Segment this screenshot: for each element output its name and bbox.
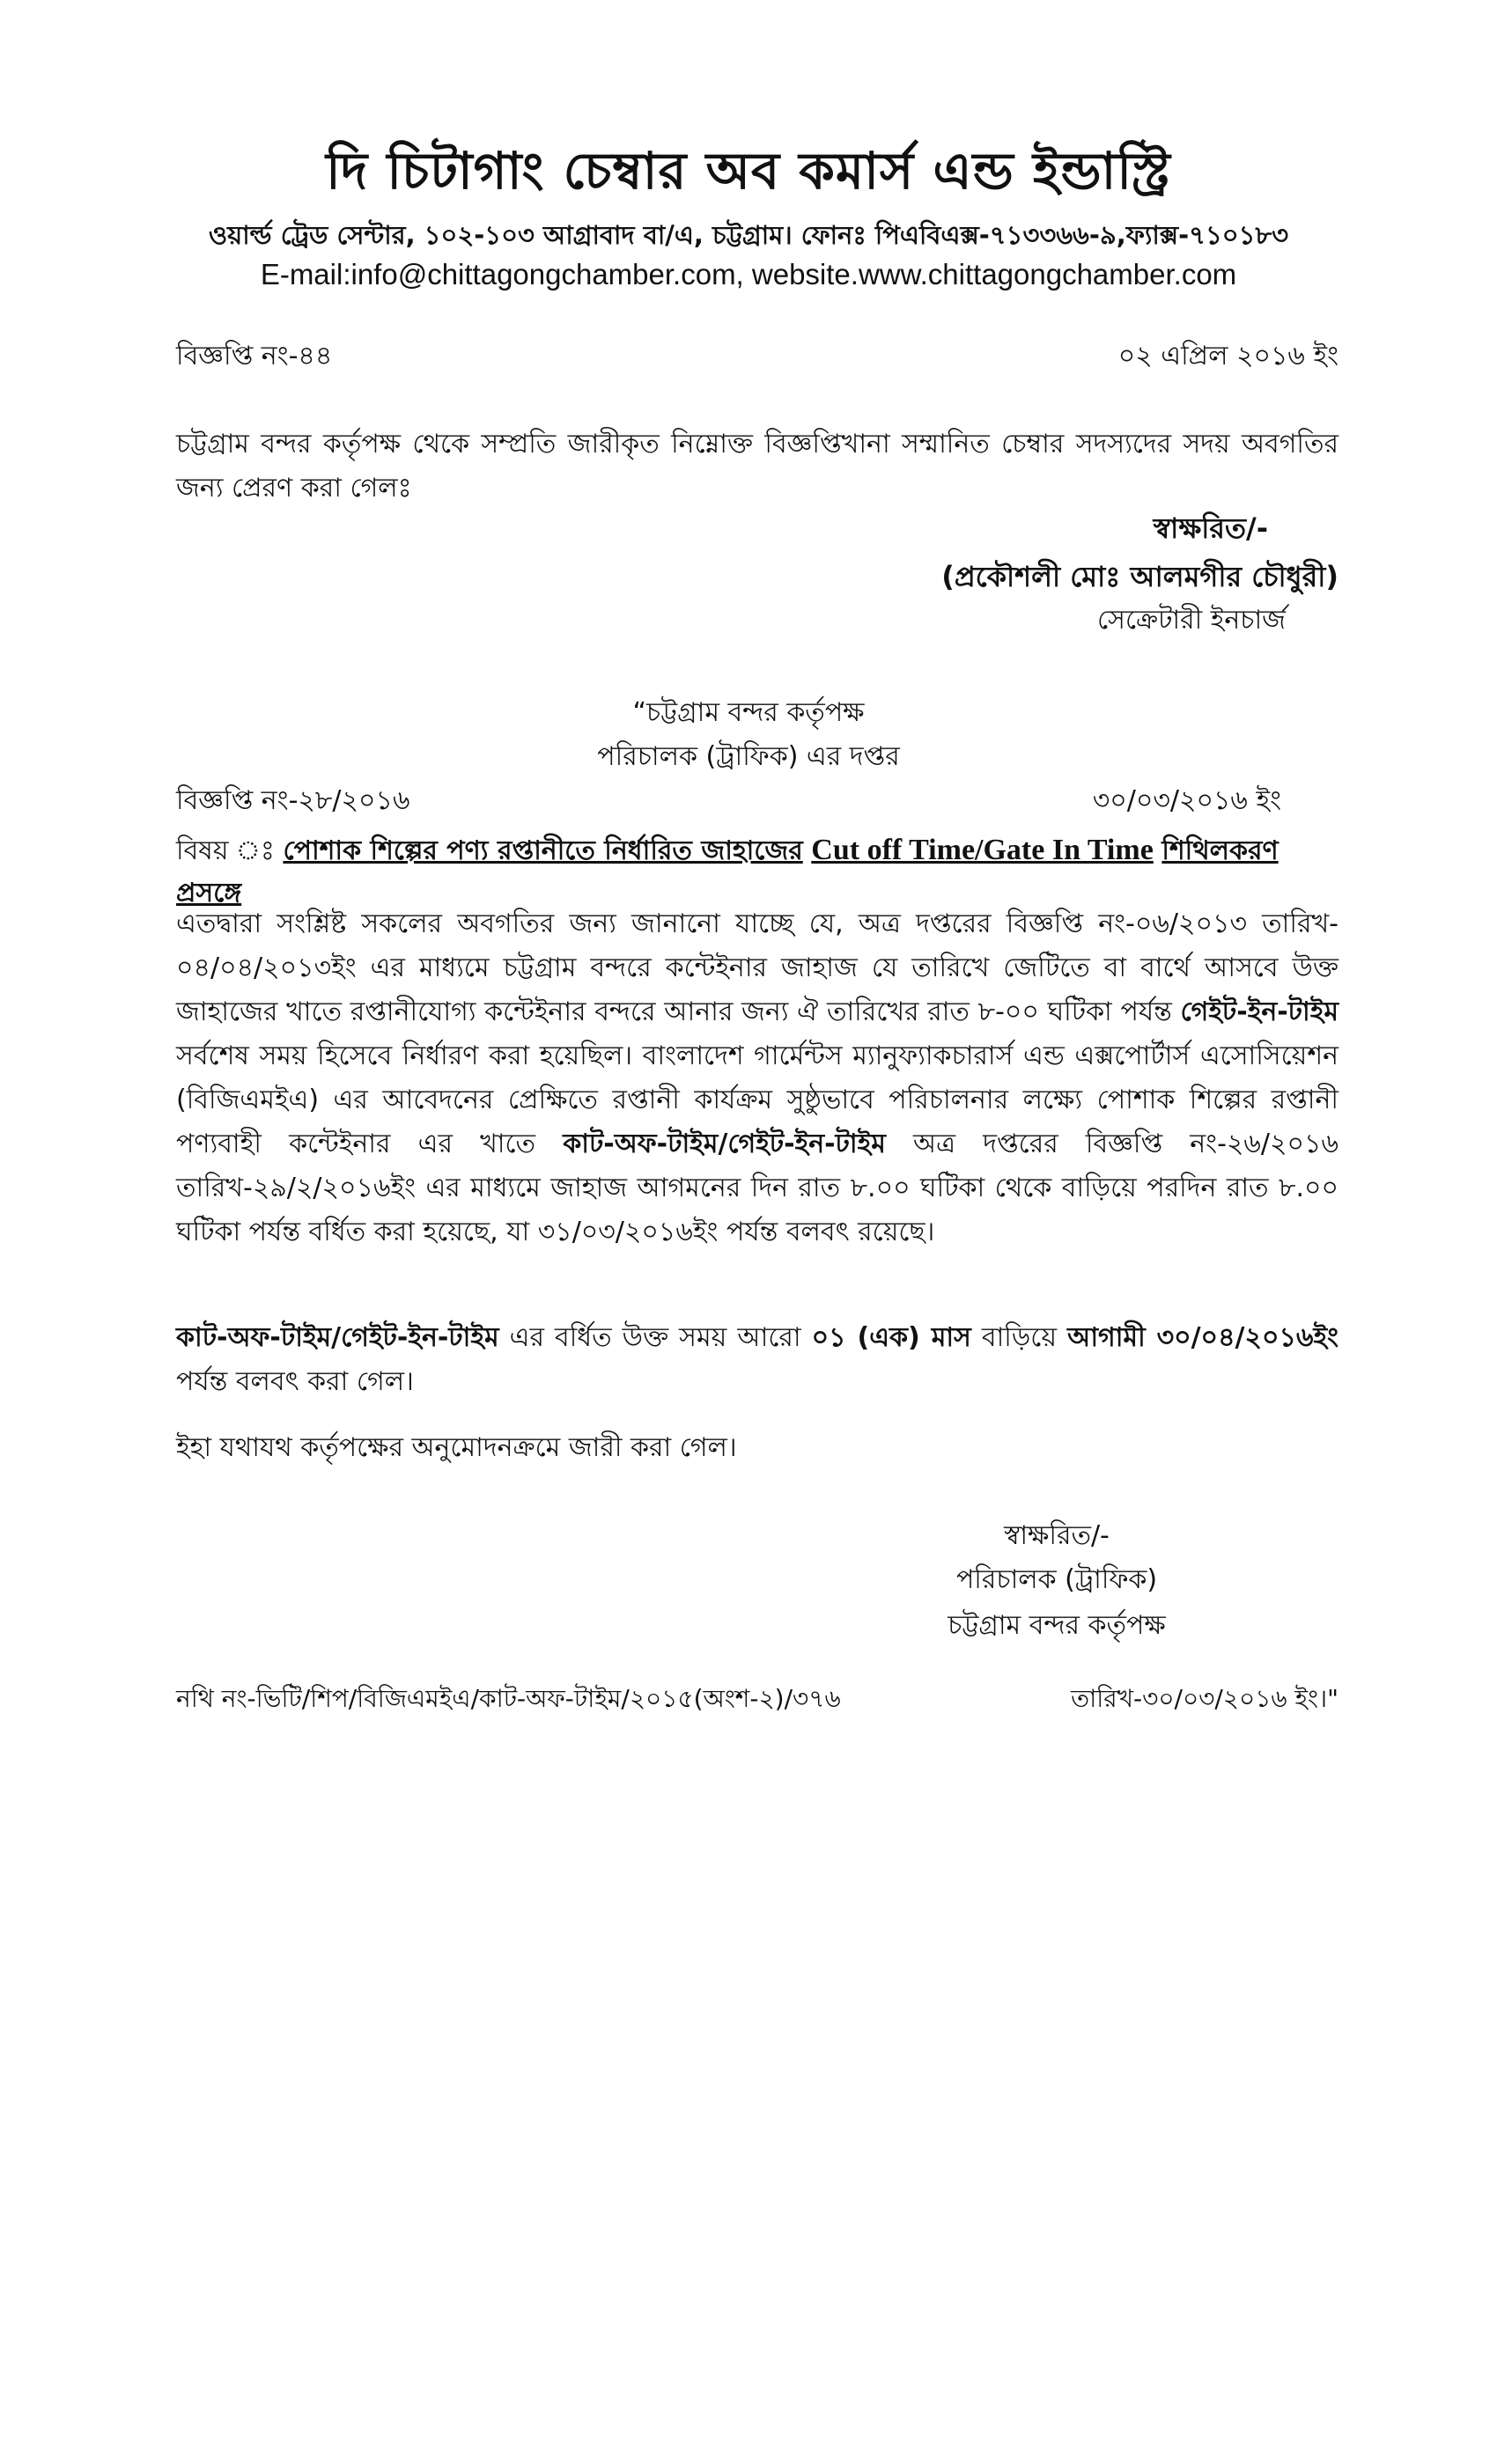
subject-text-bn-end: শিথিলকরণ প্রসঙ্গে [176,835,1279,908]
port-authority-name: “চট্টগ্রাম বন্দর কর্তৃপক্ষ [632,697,865,728]
subject-text-en: Cut off Time/Gate In Time [811,834,1154,866]
cut-off-time-term: কাট-অফ-টাইম/গেইট-ইন-টাইম [563,1129,886,1159]
subject-prefix: বিষয় ঃ [176,835,275,866]
organization-address: ওয়ার্ল্ড ট্রেড সেন্টার, ১০২-১০৩ আগ্রাবাদ বা/এ, চট্টগ্রাম। ফোনঃ পিএবিএক্স-৭১৩৩৬৬-৯,ফ্যাক্স-৭১০১৮৩ [208,220,1289,250]
body-paragraph-2 [176,1316,1338,1404]
body-paragraph-1 [176,902,1338,1254]
port-office-name: পরিচালক (ট্রাফিক) এর দপ্তর [597,741,900,772]
paragraph-text: বাড়িয়ে [981,1322,1058,1353]
body-paragraph-3: ইহা যথাযথ কর্তৃপক্ষের অনুমোদনক্রমে জারী করা গেল। [176,1432,737,1463]
paragraph-text: এর বর্ধিত উক্ত সময় আরো [509,1322,801,1353]
subject-text-bn: পোশাক শিল্পের পণ্য রপ্তানীতে নির্ধারিত জাহাজের [283,835,803,866]
file-number: নথি নং-ভিটি/শিপ/বিজিএমইএ/কাট-অফ-টাইম/২০১৫(অংশ-২)/৩৭৬ [176,1684,841,1713]
organization-contact: E-mail:info@chittagongchamber.com, website.www.chittagongchamber.com [260,258,1237,291]
port-signer-org: চট্টগ্রাম বন্দর কর্তৃপক্ষ [948,1610,1166,1641]
paragraph-text: পর্যন্ত বলবৎ করা গেল। [176,1366,414,1397]
notice-signer-name: (প্রকৌশলী মোঃ আলমগীর চৌধুরী) [941,560,1338,593]
paragraph-text: অত্র দপ্তরের বিজ্ঞপ্তি নং-২৬/২০১৬ তারিখ-২৯/২/২০১৬ইং এর মাধ্যমে জাহাজ আগমনের দিন রাত ৮.০০ ঘটিকা থেকে বাড়িয়ে পরদিন রাত ৮.০০ ঘটিকা পর্যন্ত বর্ধিত করা হয়েছে, যা ৩১/০৩/২০১৬ইং পর্যন্ত বলবৎ রয়েছে। [176,1129,1339,1247]
paragraph-text: এতদ্বারা সংশ্লিষ্ট সকলের অবগতির জন্য জানানো যাচ্ছে যে, অত্র দপ্তরের বিজ্ঞপ্তি নং-০৬/২০১৩ তারিখ- ০৪/০৪/২০১৩ইং এর মাধ্যমে চট্টগ্রাম বন্দরে কন্টেইনার জাহাজ যে তারিখে জেটিতে বা বার্থে আসবে উক্ত জাহাজের খাতে রপ্তানীযোগ্য কন্টেইনার বন্দরে আনার জন্য ঐ তারিখের রাত ৮-০০ ঘটিকা পর্যন্ত [176,908,1338,1027]
port-signer-title: পরিচালক (ট্রাফিক) [955,1564,1158,1595]
notice-date: ০২ এপ্রিল ২০১৬ ইং [1117,341,1338,371]
notice-intro: চট্টগ্রাম বন্দর কর্তৃপক্ষ থেকে সম্প্রতি জারীকৃত নিম্নোক্ত বিজ্ঞপ্তিখানা সম্মানিত চেম্বার সদস্যদের সদয় অবগতির জন্য প্রেরণ করা গেলঃ [176,429,1338,504]
port-notice-date: ৩০/০৩/২০১৬ ইং [1092,785,1281,816]
extension-duration: ০১ (এক) মাস [811,1322,971,1353]
port-signed: স্বাক্ষরিত/- [1004,1520,1110,1551]
cut-off-time-term: কাট-অফ-টাইম/গেইট-ইন-টাইম [176,1322,499,1353]
notice-signed: স্বাক্ষরিত/- [1153,511,1268,545]
paragraph-text: সর্বশেষ সময় হিসেবে নির্ধারণ করা হয়েছিল। বাংলাদেশ গার্মেন্টস ম্যানুফ্যাকচারার্স এন্ড এক্সপোর্টার্স এসোসিয়েশন (বিজিএমইএ) এর আবেদনের প্রেক্ষিতে রপ্তানী কার্যক্রম সুষ্ঠুভাবে পরিচালনার লক্ষ্যে পোশাক শিল্পের রপ্তানী পণ্যবাহী কন্টেইনার এর খাতে [176,1041,1338,1159]
port-notice-number: বিজ্ঞপ্তি নং-২৮/২০১৬ [176,785,410,816]
organization-name: দি চিটাগাং চেম্বার অব কমার্স এন্ড ইন্ডাস্ট্রি [326,141,1171,201]
notice-signer-title: সেক্রেটারী ইনচার্জ [1096,605,1286,636]
extension-deadline: আগামী ৩০/০৪/২০১৬ইং [1067,1322,1338,1353]
gate-in-time-term: গেইট-ইন-টাইম [1180,997,1338,1027]
notice-number: বিজ্ঞপ্তি নং-৪৪ [176,341,333,371]
file-date: তারিখ-৩০/০৩/২০১৬ ইং।" [1071,1684,1338,1713]
